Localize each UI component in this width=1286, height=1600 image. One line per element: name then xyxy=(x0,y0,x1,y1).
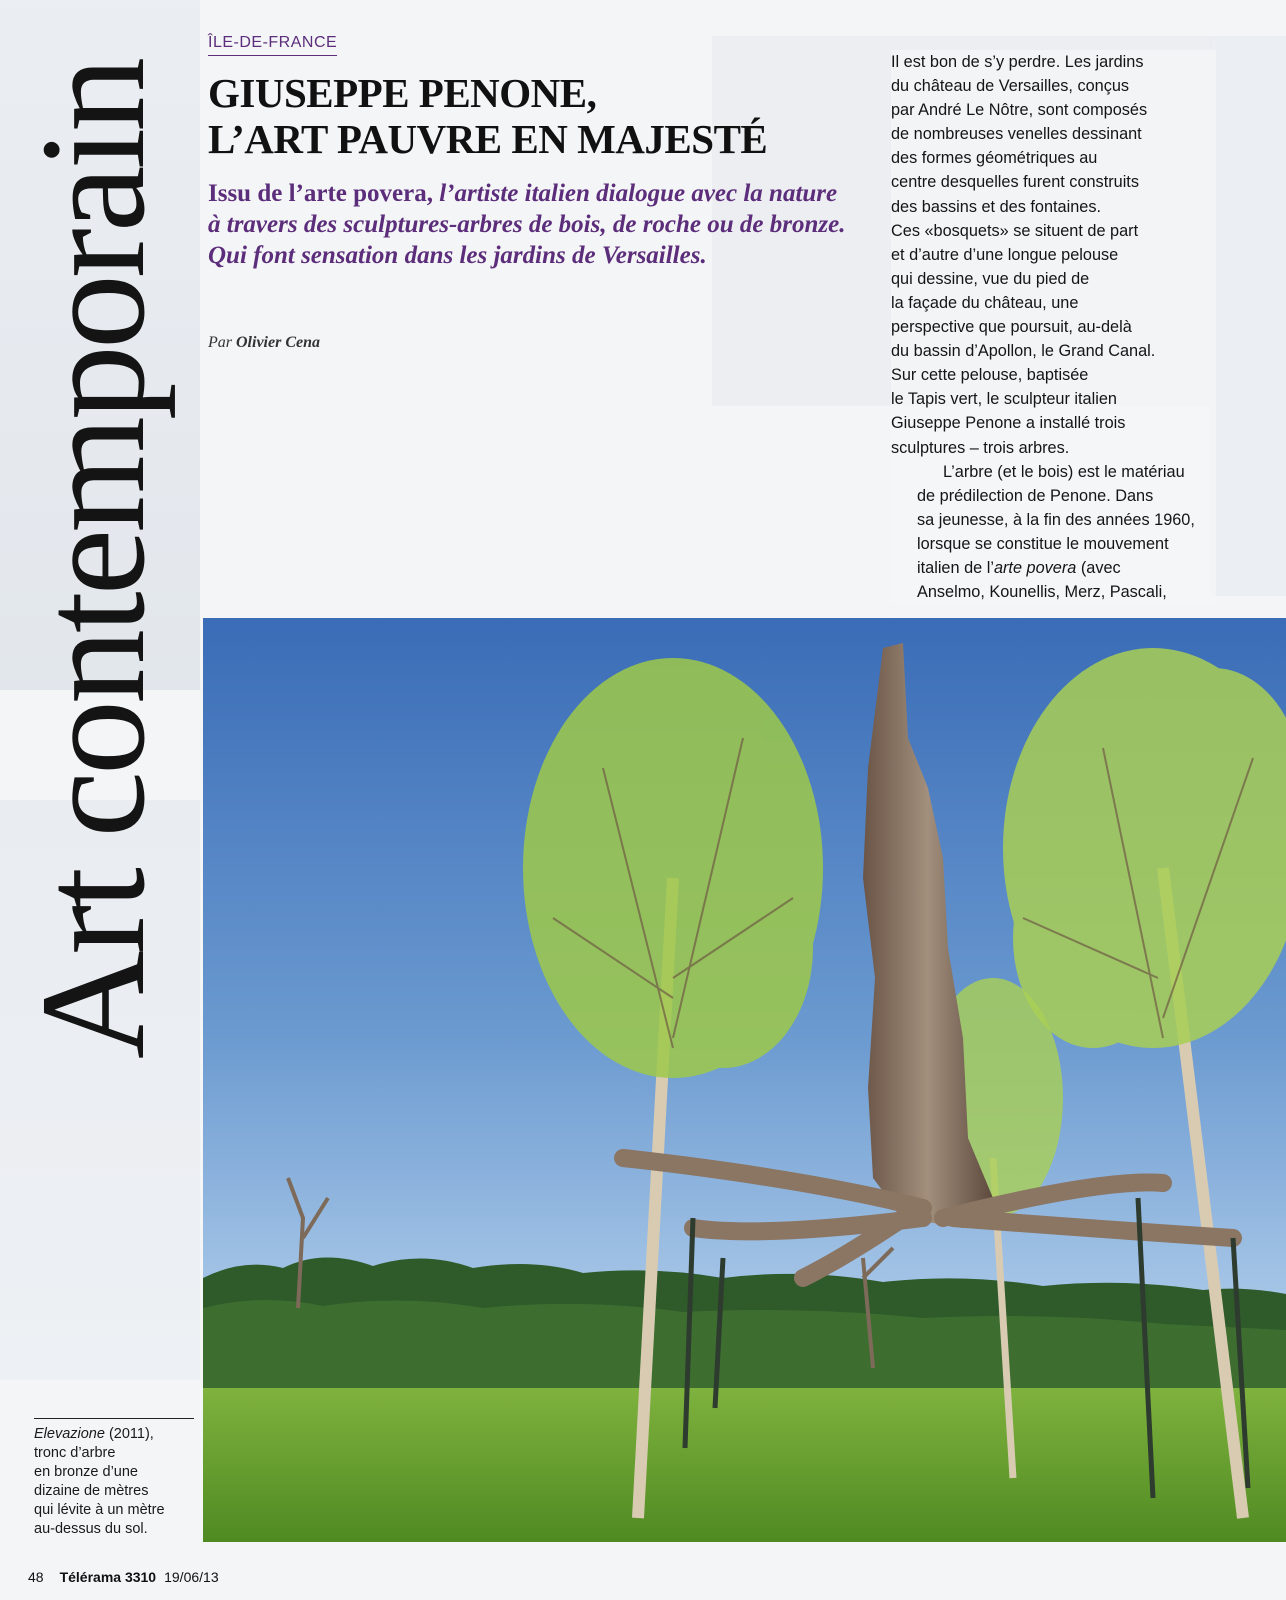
body-line: Giuseppe Penone a installé trois xyxy=(891,414,1126,433)
body-line: lorsque se constitue le mouvement xyxy=(917,534,1169,553)
body-line: qui dessine, vue du pied de xyxy=(891,269,1090,288)
body-text: (avec xyxy=(1076,558,1121,577)
body-text: italien de l’ xyxy=(917,558,994,577)
body-line xyxy=(891,556,1216,580)
caption-title: Elevazione xyxy=(34,1426,105,1442)
caption-line xyxy=(34,1425,194,1444)
body-line: centre desquelles furent construits xyxy=(891,173,1139,192)
caption-line: tronc d’arbre xyxy=(34,1445,116,1461)
body-line: L’arbre (et le bois) est le matériau xyxy=(943,462,1185,481)
body-line: de prédilection de Penone. Dans xyxy=(917,486,1154,505)
page-number: 48 xyxy=(28,1569,44,1585)
body-line: du château de Versailles, conçus xyxy=(891,77,1130,96)
body-line: des bassins et des fontaines. xyxy=(891,197,1101,216)
body-line: Sur cette pelouse, baptisée xyxy=(891,366,1089,385)
background-bleed xyxy=(1210,36,1286,596)
body-line: du bassin d’Apollon, le Grand Canal. xyxy=(891,342,1156,361)
body-paragraph xyxy=(891,460,1216,605)
photo-caption xyxy=(34,1418,194,1539)
body-line: sa jeunesse, à la fin des années 1960, xyxy=(917,510,1195,529)
rubric-label: ÎLE-DE-FRANCE xyxy=(208,34,337,56)
caption-line: au-dessus du sol. xyxy=(34,1521,148,1537)
body-line: Anselmo, Kounellis, Merz, Pascali, xyxy=(917,583,1167,602)
body-line: Il est bon de s’y perdre. Les jardins xyxy=(891,53,1144,71)
issue-date: 19/06/13 xyxy=(164,1569,219,1585)
article-body xyxy=(891,50,1216,604)
body-line: perspective que poursuit, au-delà xyxy=(891,318,1132,337)
body-line: et d’autre d’une longue pelouse xyxy=(891,245,1119,264)
caption-line: en bronze d’une xyxy=(34,1464,138,1480)
caption-line: dizaine de mètres xyxy=(34,1483,149,1499)
caption-year: (2011), xyxy=(104,1426,154,1442)
magazine-issue: Télérama 3310 xyxy=(59,1569,157,1585)
sculpture-photo xyxy=(203,618,1286,1542)
body-line: le Tapis vert, le sculpteur italien xyxy=(891,390,1117,409)
body-text-italic: arte povera xyxy=(993,558,1077,577)
body-line: sculptures – trois arbres. xyxy=(891,438,1070,457)
article-title xyxy=(208,70,848,162)
page-footer xyxy=(28,1569,219,1585)
deck-part1: Issu de l’arte povera, xyxy=(208,180,433,207)
body-line: de nombreuses venelles dessinant xyxy=(891,125,1142,144)
body-line: Ces «bosquets» se situent de part xyxy=(891,221,1139,240)
section-heading-text: Art contemporain xyxy=(9,60,176,1060)
body-paragraph xyxy=(891,50,1216,460)
title-line: L’ART PAUVRE EN MAJESTÉ xyxy=(208,116,768,162)
byline xyxy=(208,334,320,352)
byline-author: Olivier Cena xyxy=(236,334,320,351)
title-line: GIUSEPPE PENONE, xyxy=(208,70,597,116)
caption-line: qui lévite à un mètre xyxy=(34,1502,165,1518)
section-heading xyxy=(0,0,185,1120)
deck-part2: l’artiste italien dialogue avec la nature à travers des sculptures-arbres de bois, de roche ou de bronze. Qui font sensation dans les jardins de Versailles. xyxy=(208,180,846,269)
body-line: des formes géométriques au xyxy=(891,149,1098,168)
article-deck xyxy=(208,178,848,271)
body-line: par André Le Nôtre, sont composés xyxy=(891,101,1148,120)
byline-prefix: Par xyxy=(208,334,232,351)
body-line: la façade du château, une xyxy=(891,293,1079,312)
